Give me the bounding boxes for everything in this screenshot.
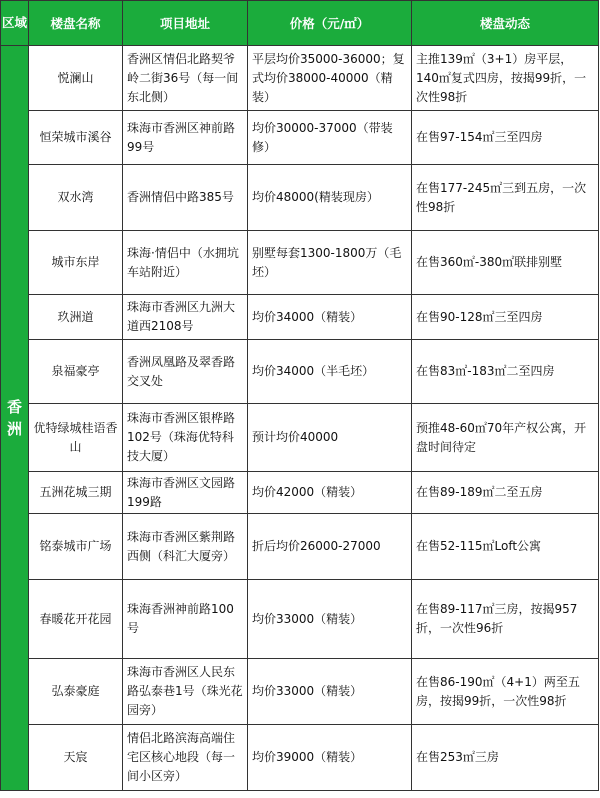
property-address: 情侣北路滨海高端住宅区核心地段（每一间小区旁） xyxy=(123,725,248,791)
header-name: 楼盘名称 xyxy=(29,1,123,46)
property-name: 泉福豪亭 xyxy=(29,340,123,404)
property-price: 均价34000（半毛坯） xyxy=(248,340,412,404)
table-header xyxy=(1,1,599,46)
property-dynamics: 在售86-190㎡（4+1）两至五房，按揭99折，一次性98折 xyxy=(412,659,599,725)
property-dynamics: 在售97-154㎡三至四房 xyxy=(412,111,599,165)
property-name: 恒荣城市溪谷 xyxy=(29,111,123,165)
property-price: 均价33000（精装） xyxy=(248,580,412,659)
table-row xyxy=(1,111,599,165)
property-address: 珠海市香洲区神前路99号 xyxy=(123,111,248,165)
property-name: 双水湾 xyxy=(29,165,123,231)
region-cell: 香洲 xyxy=(1,46,29,791)
property-name: 城市东岸 xyxy=(29,231,123,295)
table-row xyxy=(1,404,599,472)
property-dynamics: 在售89-189㎡二至五房 xyxy=(412,472,599,514)
property-dynamics: 在售177-245㎡三到五房，一次性98折 xyxy=(412,165,599,231)
property-address: 珠海市香洲区银桦路102号（珠海优特科技大厦） xyxy=(123,404,248,472)
property-dynamics: 主推139㎡（3+1）房平层，140㎡复式四房，按揭99折，一次性98折 xyxy=(412,46,599,111)
header-price: 价格（元/㎡） xyxy=(248,1,412,46)
property-price: 均价34000（精装） xyxy=(248,295,412,340)
property-price: 均价33000（精装） xyxy=(248,659,412,725)
property-dynamics: 在售90-128㎡三至四房 xyxy=(412,295,599,340)
property-name: 悦澜山 xyxy=(29,46,123,111)
table-row xyxy=(1,46,599,111)
header-region: 区域 xyxy=(1,1,29,46)
property-price: 均价30000-37000（带装修） xyxy=(248,111,412,165)
property-price: 均价39000（精装） xyxy=(248,725,412,791)
property-address: 珠海市香洲区人民东路弘泰巷1号（珠光花园旁） xyxy=(123,659,248,725)
property-name: 优特绿城桂语香山 xyxy=(29,404,123,472)
property-name: 铭泰城市广场 xyxy=(29,514,123,580)
property-address: 香洲区情侣北路契爷岭二街36号（每一间东北侧） xyxy=(123,46,248,111)
property-dynamics: 在售89-117㎡三房，按揭957折，一次性96折 xyxy=(412,580,599,659)
property-address: 香洲凤凰路及翠香路交叉处 xyxy=(123,340,248,404)
table-row xyxy=(1,580,599,659)
property-price: 均价48000(精装现房） xyxy=(248,165,412,231)
table-row xyxy=(1,231,599,295)
property-name: 玖洲道 xyxy=(29,295,123,340)
property-address: 香洲情侣中路385号 xyxy=(123,165,248,231)
table-row xyxy=(1,472,599,514)
property-name: 五洲花城三期 xyxy=(29,472,123,514)
table-row xyxy=(1,340,599,404)
header-dynamics: 楼盘动态 xyxy=(412,1,599,46)
property-dynamics: 在售360㎡-380㎡联排别墅 xyxy=(412,231,599,295)
table-row xyxy=(1,725,599,791)
property-price: 折后均价26000-27000 xyxy=(248,514,412,580)
property-price: 预计均价40000 xyxy=(248,404,412,472)
property-dynamics: 在售52-115㎡Loft公寓 xyxy=(412,514,599,580)
property-address: 珠海市香洲区文园路199路 xyxy=(123,472,248,514)
property-address: 珠海市香洲区九洲大道西2108号 xyxy=(123,295,248,340)
table-row xyxy=(1,165,599,231)
table-row xyxy=(1,295,599,340)
property-dynamics: 在售253㎡三房 xyxy=(412,725,599,791)
property-address: 珠海·情侣中（水拥坑车站附近） xyxy=(123,231,248,295)
property-price: 均价42000（精装） xyxy=(248,472,412,514)
property-dynamics: 预推48-60㎡70年产权公寓，开盘时间待定 xyxy=(412,404,599,472)
property-name: 弘泰豪庭 xyxy=(29,659,123,725)
property-address: 珠海市香洲区紫荆路西侧（科汇大厦旁） xyxy=(123,514,248,580)
property-name: 天宸 xyxy=(29,725,123,791)
property-address: 珠海香洲神前路100号 xyxy=(123,580,248,659)
table-row xyxy=(1,659,599,725)
property-dynamics: 在售83㎡-183㎡二至四房 xyxy=(412,340,599,404)
header-address: 项目地址 xyxy=(123,1,248,46)
table-row xyxy=(1,514,599,580)
property-price: 别墅每套1300-1800万（毛坯） xyxy=(248,231,412,295)
property-name: 春暖花开花园 xyxy=(29,580,123,659)
property-price: 平层均价35000-36000；复式均价38000-40000（精装） xyxy=(248,46,412,111)
